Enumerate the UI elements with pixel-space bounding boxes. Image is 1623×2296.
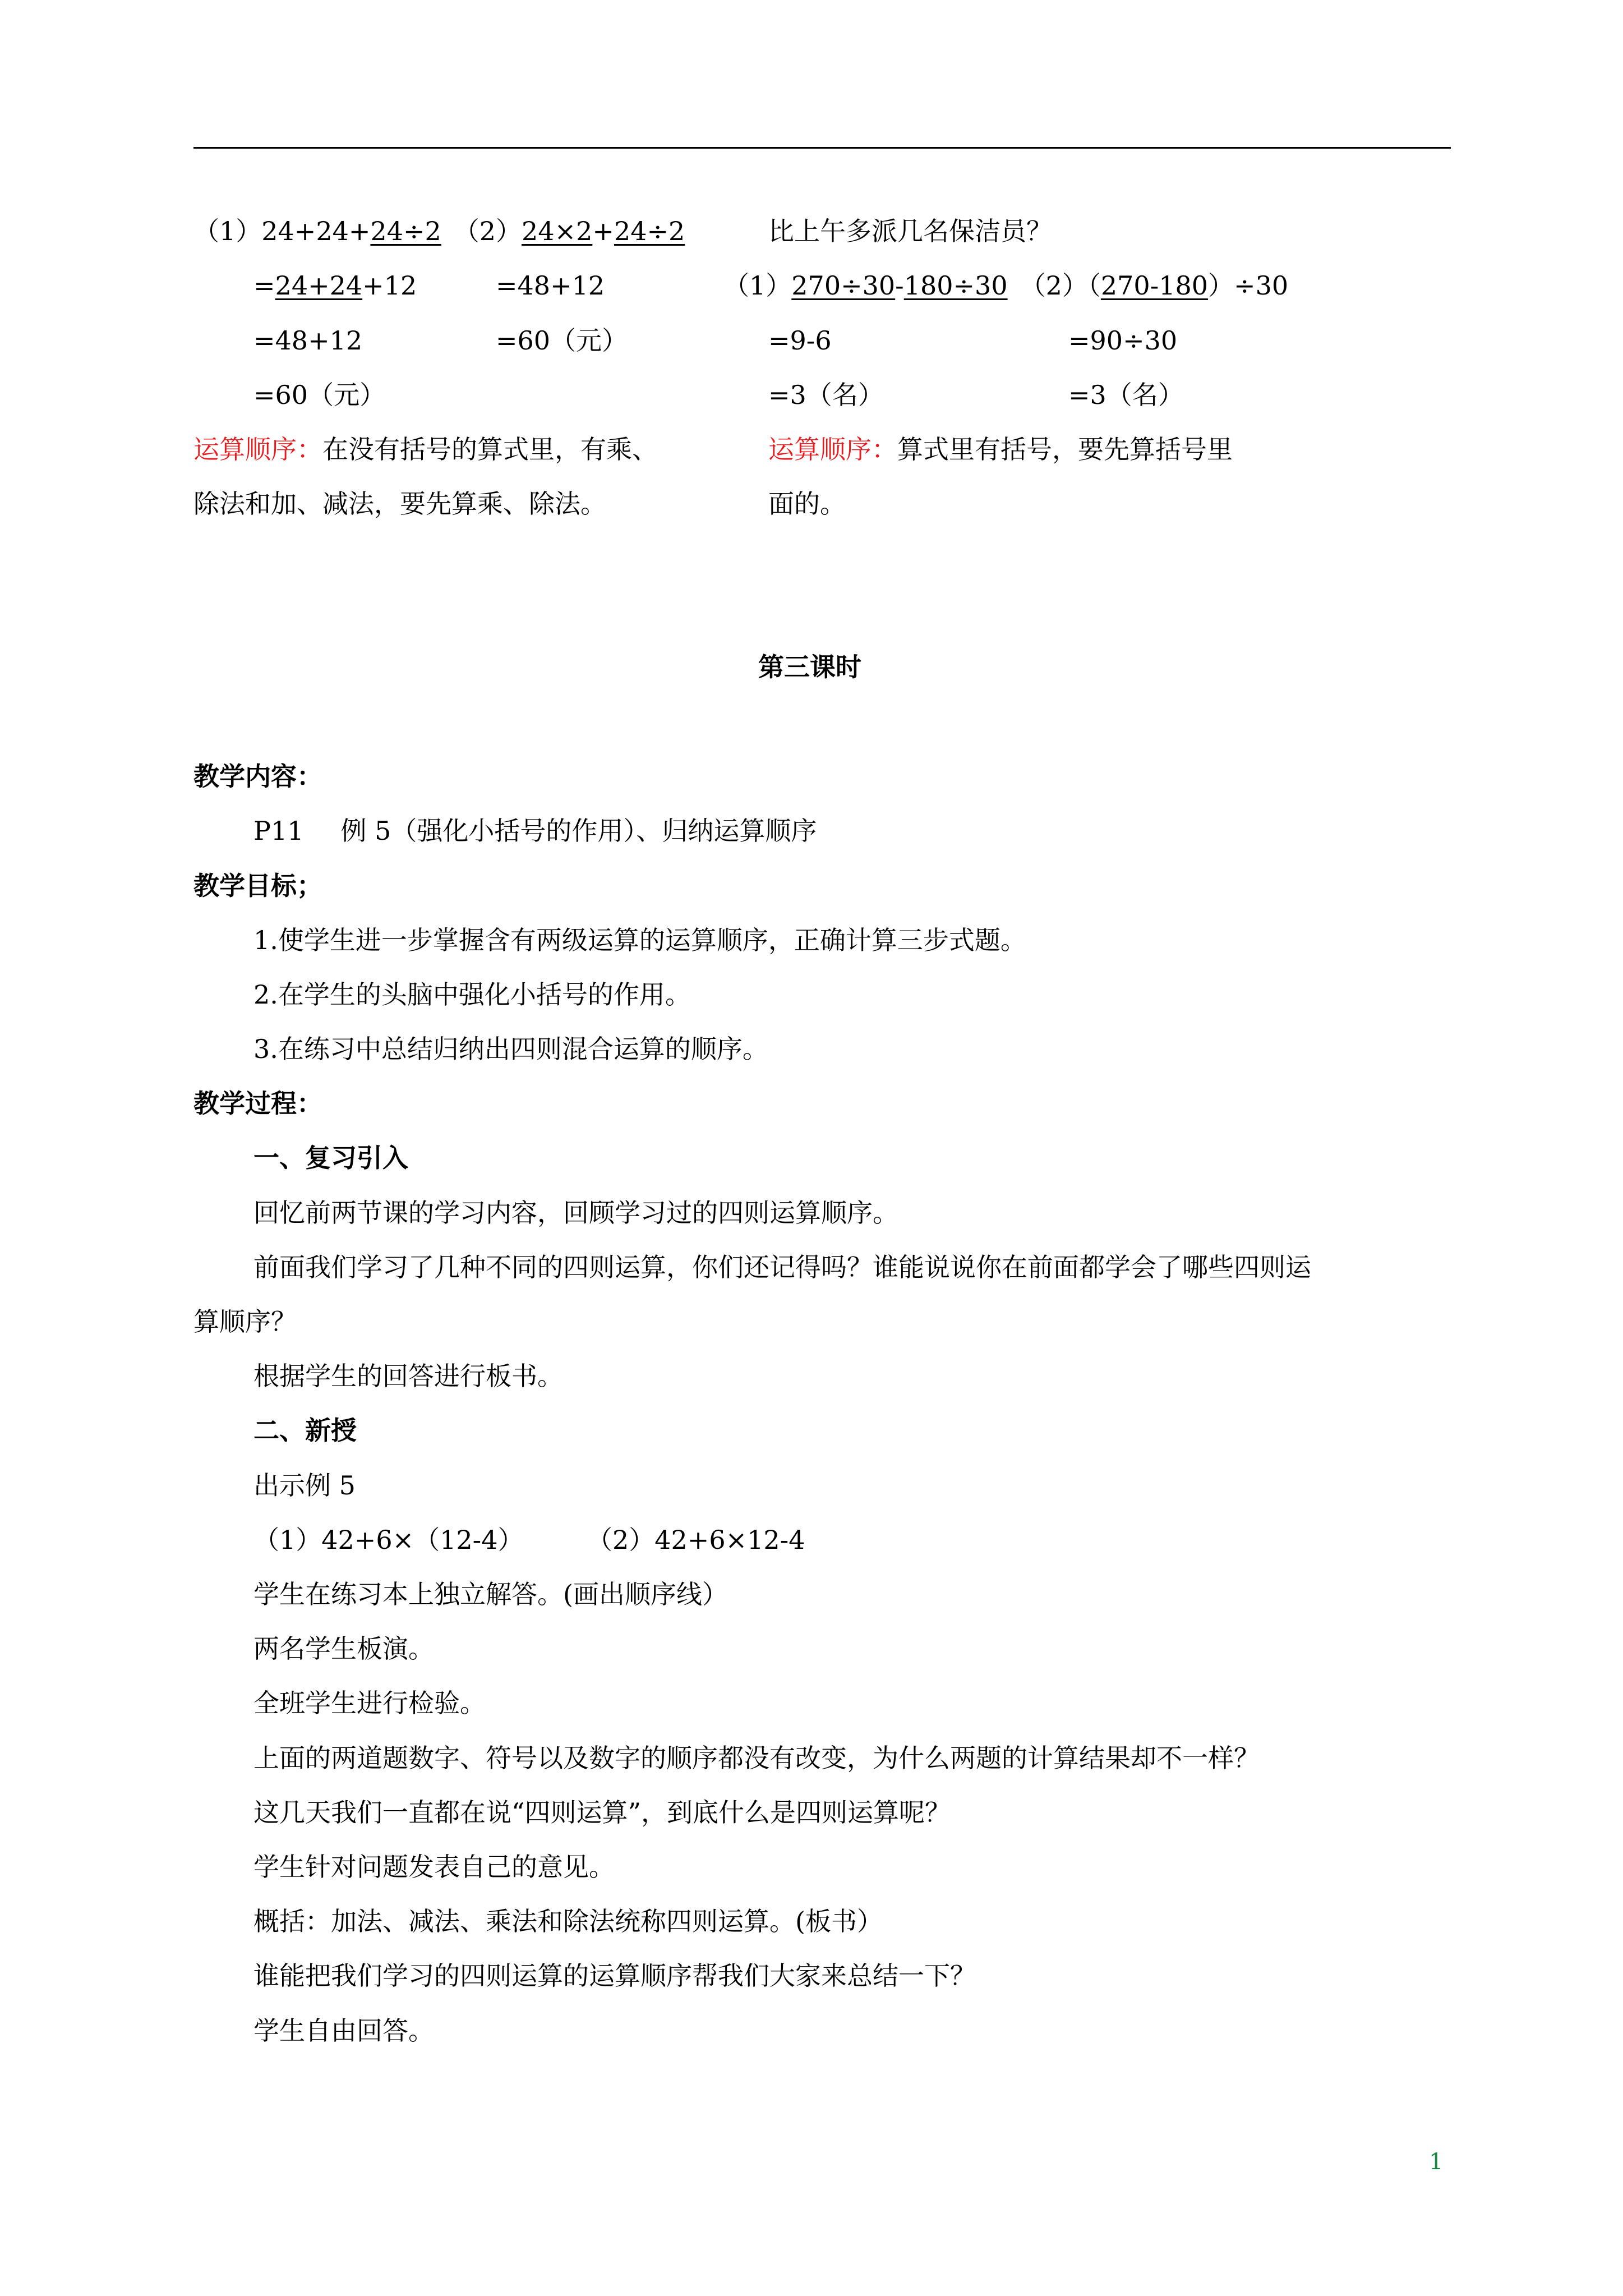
- paragraph: 算顺序？: [193, 1306, 297, 1337]
- left-eq-line3a: =48+12: [253, 325, 363, 356]
- paragraph: 概括：加法、减法、乘法和除法统称四则运算。(板书）: [253, 1906, 883, 1936]
- paragraph: 学生针对问题发表自己的意见。: [253, 1852, 615, 1882]
- rule-label: 运算顺序：: [193, 434, 322, 464]
- lesson-title: 第三课时: [758, 652, 861, 682]
- paragraph: 学生在练习本上独立解答。(画出顺序线）: [253, 1579, 728, 1609]
- right-eq-line2a: =9-6: [768, 325, 832, 356]
- page-number: 1: [1429, 2149, 1444, 2175]
- goals-heading: 教学目标；: [193, 871, 322, 901]
- goal-item: 2.在学生的头脑中强化小括号的作用。: [253, 979, 691, 1010]
- left-eq-line4: =60（元）: [253, 380, 386, 410]
- paragraph: 前面我们学习了几种不同的四则运算，你们还记得吗？谁能说说你在前面都学会了哪些四则运: [253, 1252, 1311, 1282]
- right-eq-line2b: =90÷30: [1068, 325, 1178, 356]
- left-eq-line1: （1）24+24+24÷2 （2）24×2+24÷2: [193, 216, 685, 246]
- paragraph: 全班学生进行检验。: [253, 1688, 486, 1718]
- section1-heading: 一、复习引入: [253, 1143, 408, 1173]
- left-eq-line2b: =48+12: [496, 270, 605, 301]
- paragraph: 根据学生的回答进行板书。: [253, 1361, 563, 1391]
- content-heading: 教学内容：: [193, 761, 322, 792]
- paragraph: 谁能把我们学习的四则运算的运算顺序帮我们大家来总结一下？: [253, 1961, 976, 1991]
- goal-item: 3.在练习中总结归纳出四则混合运算的顺序。: [253, 1034, 768, 1064]
- right-rule-line2: 面的。: [768, 489, 846, 519]
- paragraph: 学生自由回答。: [253, 2016, 434, 2046]
- left-rule-line1: 运算顺序：在没有括号的算式里，有乘、: [193, 434, 658, 464]
- right-eq-line3b: =3（名）: [1068, 380, 1184, 410]
- left-eq-line2a: =24+24+12: [253, 270, 417, 301]
- example-eq2: （2）42+6×12-4: [587, 1525, 805, 1555]
- left-eq-line3b: =60（元）: [496, 325, 628, 356]
- section2-heading: 二、新授: [253, 1415, 357, 1446]
- right-eq-line3a: =3（名）: [768, 380, 884, 410]
- process-heading: 教学过程：: [193, 1088, 322, 1119]
- right-eq-line1: （1）270÷30-180÷30 （2）（270-180）÷30: [723, 270, 1289, 301]
- goal-item: 1.使学生进一步掌握含有两级运算的运算顺序，正确计算三步式题。: [253, 925, 1026, 955]
- content-line: P11 例 5（强化小括号的作用）、归纳运算顺序: [253, 816, 817, 846]
- header-rule: [193, 147, 1451, 149]
- right-question: 比上午多派几名保洁员？: [768, 216, 1052, 246]
- left-rule-line2: 除法和加、减法，要先算乘、除法。: [193, 489, 606, 519]
- paragraph: 这几天我们一直都在说“四则运算”，到底什么是四则运算呢？: [253, 1797, 951, 1828]
- paragraph: 回忆前两节课的学习内容，回顾学习过的四则运算顺序。: [253, 1198, 898, 1228]
- rule-label: 运算顺序：: [768, 434, 897, 464]
- example-eq1: （1）42+6×（12-4）: [253, 1525, 524, 1555]
- paragraph: 出示例 5: [253, 1470, 356, 1501]
- paragraph: 上面的两道题数字、符号以及数字的顺序都没有改变，为什么两题的计算结果却不一样？: [253, 1743, 1260, 1773]
- right-rule-line1: 运算顺序：算式里有括号，要先算括号里: [768, 434, 1233, 464]
- paragraph: 两名学生板演。: [253, 1634, 434, 1664]
